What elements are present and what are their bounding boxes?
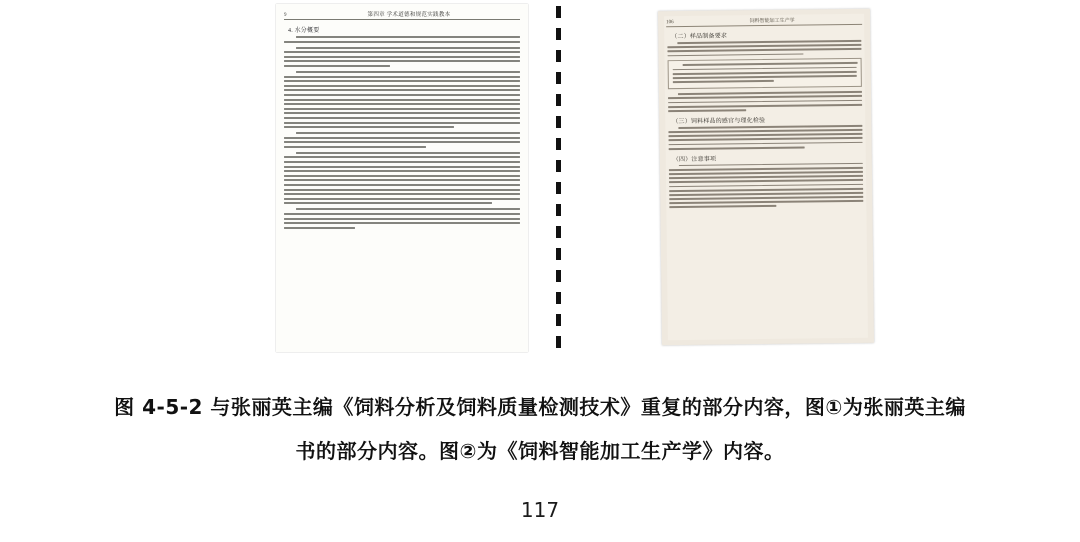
right-scan-subsection-heading-2: （四）注意事项 — [672, 156, 717, 163]
right-scan-content — [664, 14, 868, 340]
figure-right-scan — [658, 9, 874, 346]
right-scan-header — [666, 16, 862, 27]
right-scan-page-number: 106 — [666, 20, 674, 26]
left-scan-running-title: 第四章 学术道德和规范实践教本 — [367, 12, 451, 18]
right-scan-boxed-block — [668, 58, 862, 89]
right-scan-paragraph — [668, 125, 862, 150]
left-scan-paragraph — [284, 47, 520, 67]
dashed-divider — [556, 6, 561, 350]
left-scan-paragraph — [284, 132, 520, 148]
right-scan-paragraph — [667, 40, 861, 57]
right-scan-section-heading: （二）样品制备要求 — [671, 33, 728, 41]
figure-caption-label: 图 4-5-2 — [114, 395, 203, 419]
figure-caption-line2: 书的部分内容。图②为《饲料智能加工生产学》内容。 — [295, 439, 785, 463]
figure-caption-line1: 与张丽英主编《饲料分析及饲料质量检测技术》重复的部分内容，图①为张丽英主编 — [210, 395, 966, 419]
right-scan-body — [664, 29, 866, 209]
left-scan-page-number: 9 — [284, 13, 287, 18]
figure-left-scan — [276, 4, 528, 352]
right-scan-paragraph — [669, 162, 864, 208]
left-scan-content — [284, 10, 520, 346]
right-scan-running-title: 饲料智能加工生产学 — [749, 18, 795, 25]
left-scan-paragraph — [284, 71, 520, 128]
figure-caption — [60, 385, 1020, 473]
left-scan-paragraph — [284, 36, 520, 43]
left-scan-header — [284, 10, 520, 20]
left-scan-paragraph — [284, 208, 520, 228]
page-number: 117 — [520, 498, 560, 522]
left-scan-paragraph — [284, 152, 520, 205]
left-scan-section-heading: 4. 水分概要 — [288, 28, 320, 34]
right-scan-paragraph — [668, 91, 862, 112]
right-scan-subsection-heading: （三）饲料样品的感官与理化检验 — [672, 117, 766, 125]
